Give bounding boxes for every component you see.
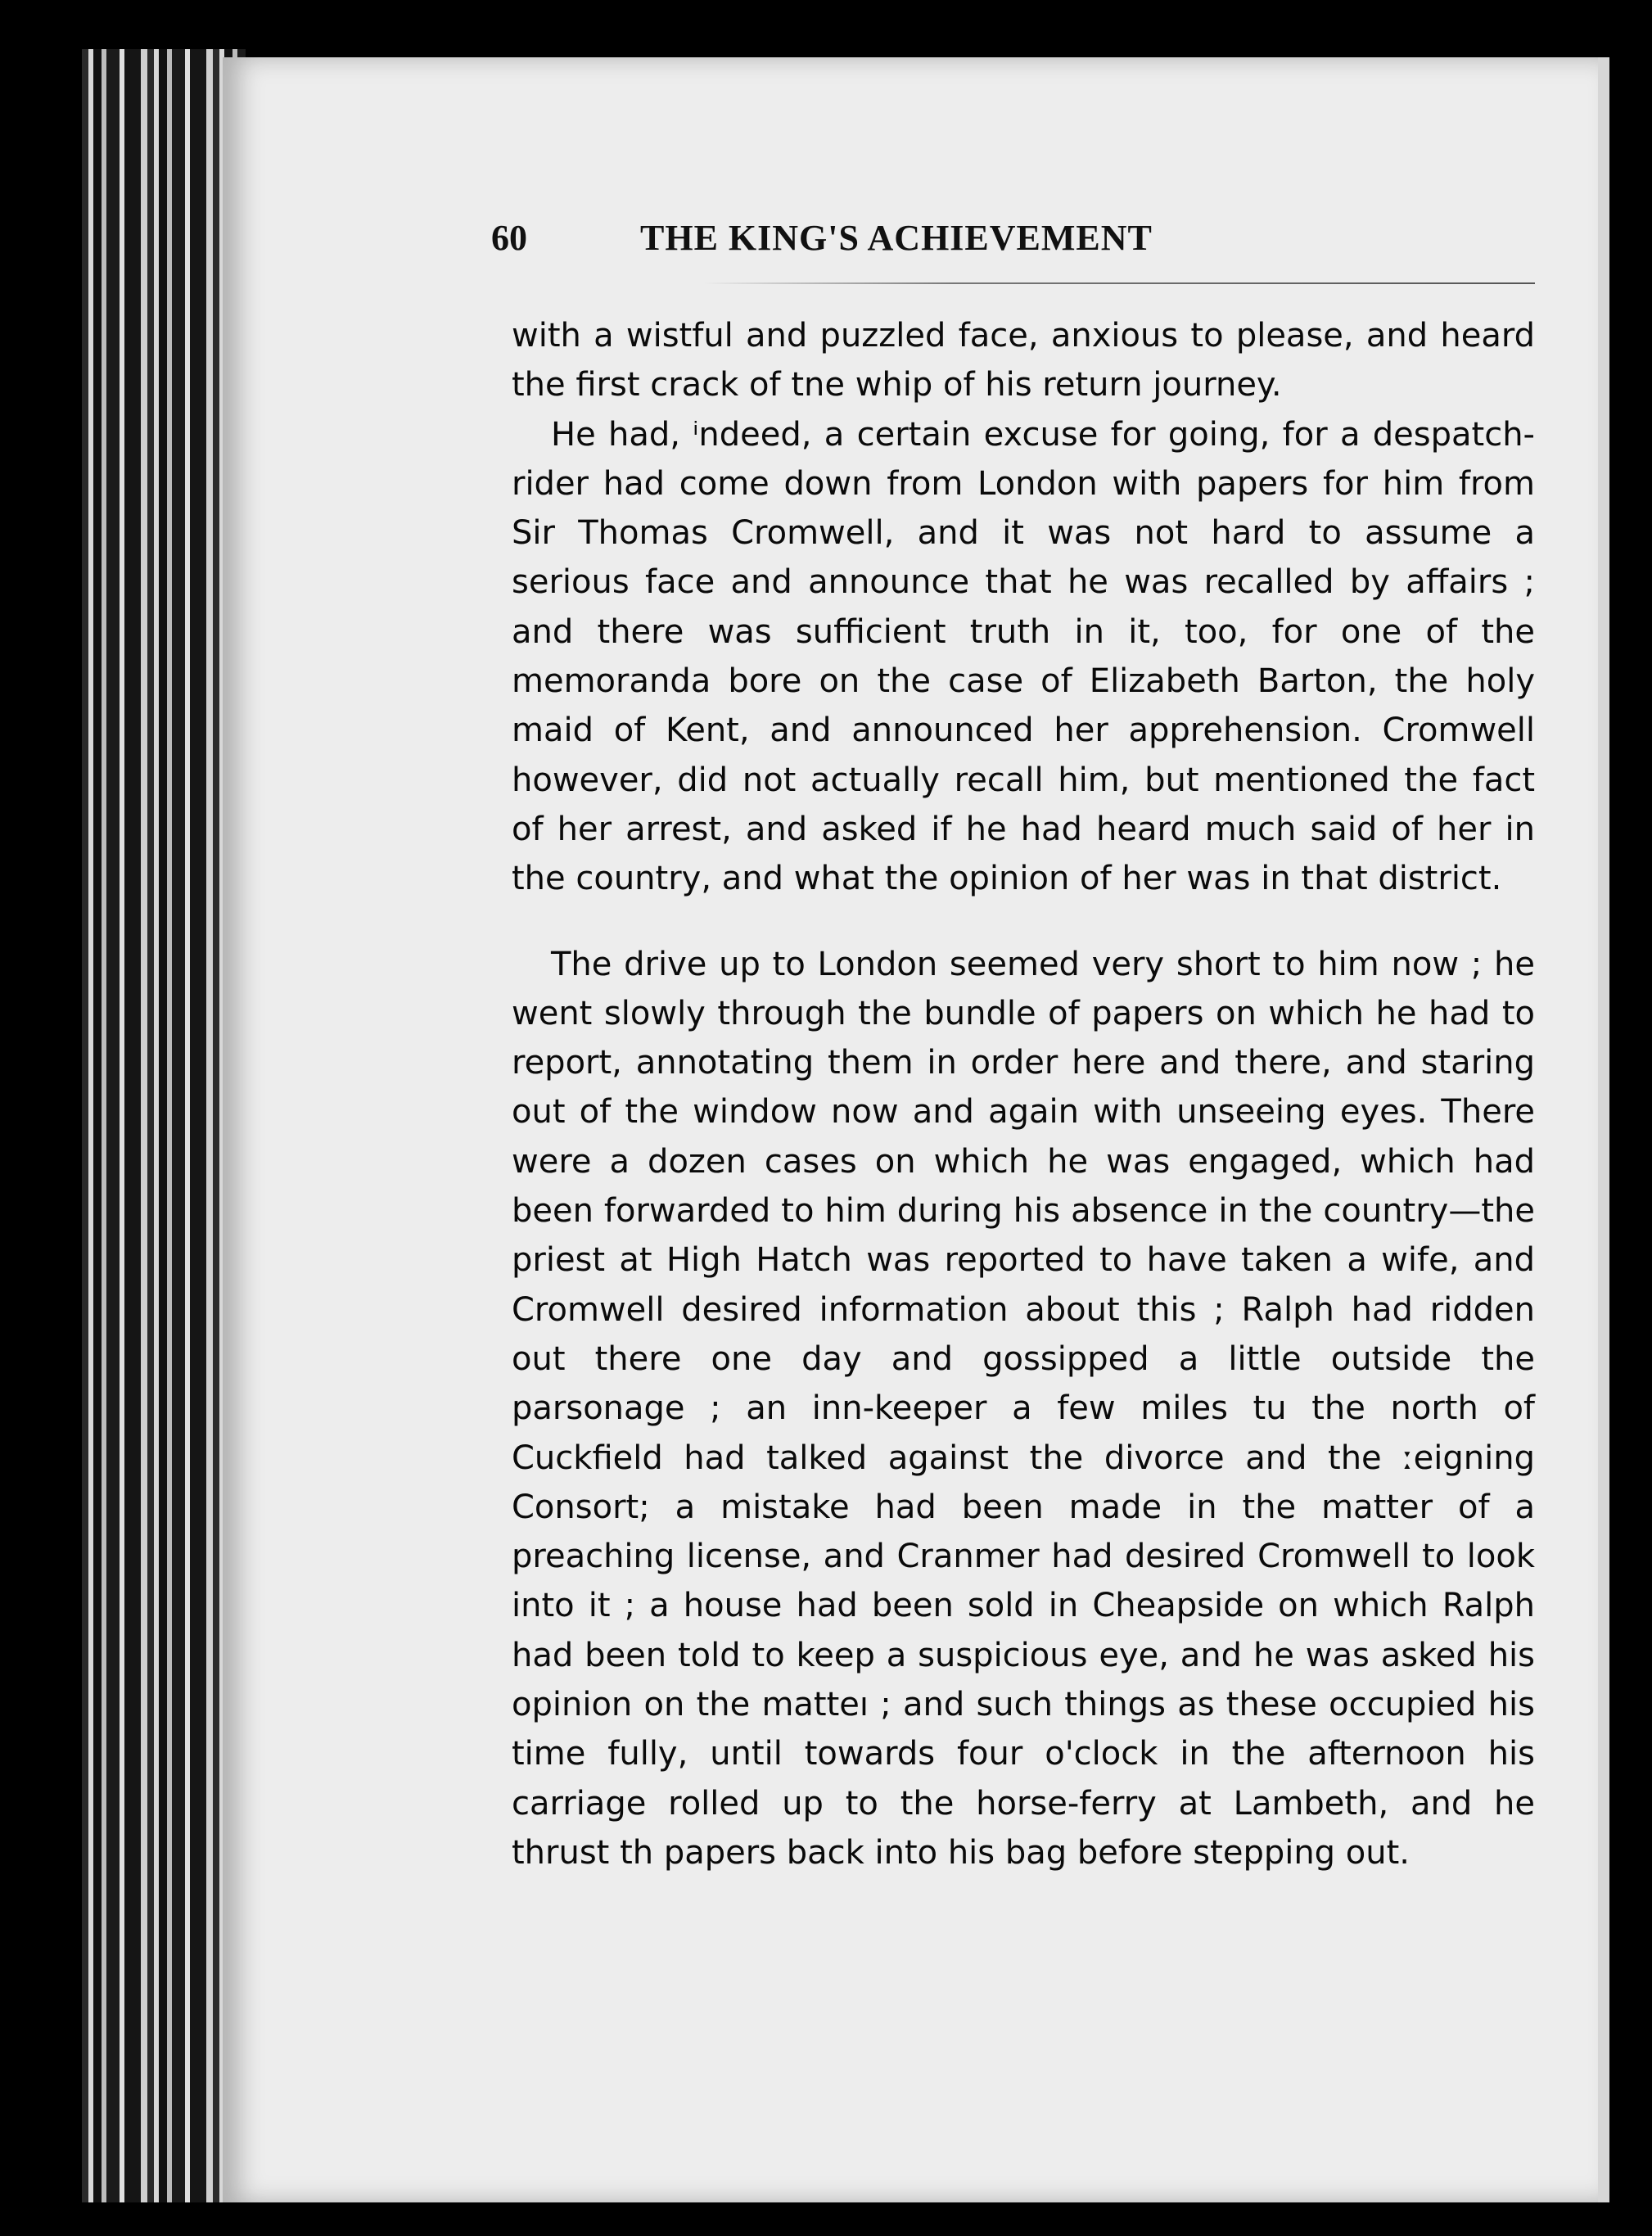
- header-rule: [704, 282, 1535, 284]
- paragraph-1: with a wistful and puzzled face, anxious to please, and heard the first crack of tne whip of his return journey.: [512, 317, 1535, 404]
- paragraph-3: The drive up to London seemed very short to him now ; he went slowly through the bundle of papers on which he had to report, annotating them in order here and there, and staring out of the window now and again with unseeing eyes. There were a dozen cases on which he was engaged, which had been forwarded to him during his absence in the country—the priest at High Hatch was reported to have taken a wife, and Cromwell desired information about this ; Ralph had ridden out there one day and gossipped a little outside the parsonage ; an inn-keeper a few miles tu the north of Cuckfield had talked against the divorce and the ːeigning Consort; a mistake had been made in the matter of a preaching license, and Cranmer had desired Cromwell to look into it ; a house had been sold in Cheapside on which Ralph had been told to keep a suspicious eye, and he was asked his opinion on the matteı ; and such things as these occupied his time fully, until towards four o'clock in the afternoon his carriage rolled up to the horse-ferry at Lambeth, and he thrust th papers back into his bag before stepping out.: [512, 945, 1535, 1872]
- paragraph-2: He had, ⁱndeed, a certain excuse for going, for a despatch-rider had come down from London with papers for him from Sir Thomas Cromwell, and it was not hard to assume a serious face and announce that he was recalled by affairs ; and there was sufficient truth in it, too, for one of the memoranda bore on the case of Elizabeth Barton, the holy maid of Kent, and announced her apprehension. Cromwell however, did not actually recall him, but mentioned the fact of her arrest, and asked if he had heard much said of her in the country, and what the opinion of her was in that district.: [512, 415, 1535, 898]
- page-header: [491, 217, 1375, 266]
- page-body: [512, 311, 1535, 1877]
- page-right-edge: [1598, 57, 1609, 2202]
- book-page-edges: [82, 49, 246, 2202]
- page-number: 60: [491, 218, 527, 258]
- running-title: THE KING'S ACHIEVEMENT: [640, 218, 1153, 258]
